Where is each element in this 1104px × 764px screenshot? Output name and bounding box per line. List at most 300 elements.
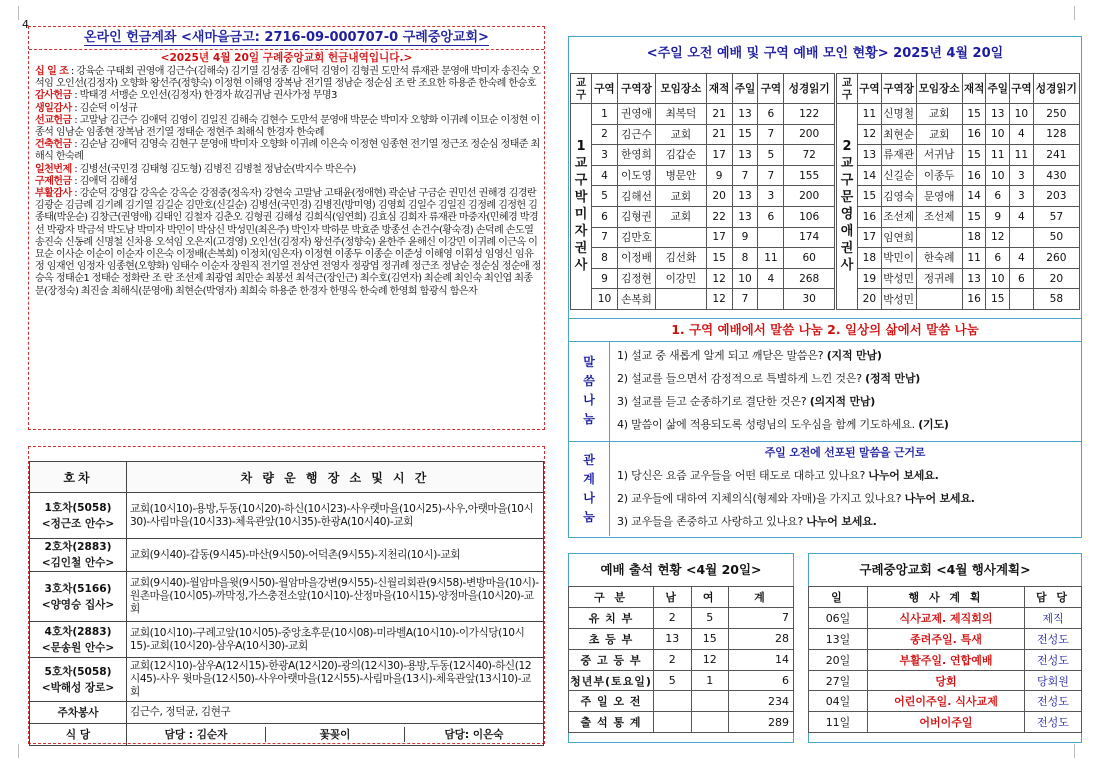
col-header: 재적 [962, 74, 986, 104]
table-cell: 초 등 부 [569, 628, 654, 649]
table-cell: 7 [732, 165, 758, 186]
table-cell: 15 [962, 206, 986, 227]
district-label: 1 교 구 박 미 자 권 사 [571, 104, 592, 310]
table-cell: 11 [962, 248, 986, 269]
bank-account-line: 온라인 헌금계좌 <새마을금고: 2716-09-000707-0 구례중앙교회> [29, 27, 544, 50]
events-title: 구례중앙교회 <4월 행사계획> [859, 562, 1031, 577]
table-cell: 이강민 [656, 268, 707, 289]
crop-mark [4, 6, 19, 20]
table-row [30, 702, 544, 724]
table-row [837, 124, 1080, 145]
offering-section: 구제헌금 : 김애덕 김해성 [35, 175, 138, 187]
table-cell: 8 [592, 248, 618, 269]
table-cell [758, 227, 784, 248]
table-cell: 7 [758, 165, 784, 186]
table-cell: 박민이 [881, 248, 916, 269]
table-cell: 260 [1033, 248, 1079, 269]
table-cell: 3 [1010, 186, 1034, 207]
offering-panel [28, 26, 545, 430]
table-row [569, 670, 794, 691]
table-cell: 155 [784, 165, 835, 186]
bus-car: 1호차(5058) <정근조 안수> [30, 493, 127, 539]
table-cell: 청년부(토요일) [569, 670, 654, 691]
table-row [809, 712, 1082, 733]
table-cell: 241 [1033, 145, 1079, 166]
crop-mark [4, 744, 19, 758]
table-cell: 13 [732, 104, 758, 125]
table-cell: 128 [1033, 124, 1079, 145]
table-cell: 3 [592, 145, 618, 166]
col-header: 교구 [837, 74, 858, 104]
table-cell: 전성도 [1025, 649, 1082, 670]
offering-section: 십 일 조 : 강육순 구태회 권영애 김근수(김해숙) 김기열 김성종 김애덕 김영이 김형권 도만석 류재관 문영애 박미자 송진숙 오석임 오인선(김정자) 오향화 왕선주(정향숙) 이정현 이해영 장복남 전기열 정남순 정순심 조 란 조요한 하용준 한숙례 한승호 [35, 66, 541, 90]
table-cell: 11 [1010, 145, 1034, 166]
table-cell: 60 [784, 248, 835, 269]
col-header: 모임장소 [916, 74, 962, 104]
table-row [569, 691, 794, 712]
table-cell: 57 [1033, 206, 1079, 227]
table-cell: 5 [654, 670, 692, 691]
table-cell: 13 [732, 206, 758, 227]
table-cell: 식사교제. 제직회의 [868, 607, 1025, 628]
question: 2) 설교를 들으면서 감정적으로 특별하게 느낀 것은? (정적 만남) [617, 372, 921, 385]
table-cell: 6 [758, 206, 784, 227]
table-row [837, 248, 1080, 269]
table-cell: 7 [758, 124, 784, 145]
table-cell: 14 [729, 649, 794, 670]
sharing-subtitle: 주일 오전에 선포된 말씀을 근거로 [764, 446, 926, 459]
table-row [837, 186, 1080, 207]
worship-status-panel [568, 36, 1082, 319]
table-row [571, 289, 835, 310]
table-row [809, 691, 1082, 712]
table-cell: 06일 [809, 607, 868, 628]
table-cell: 72 [784, 145, 835, 166]
bus-car: 4호차(2883) <문송원 안수> [30, 622, 127, 658]
table-cell: 10 [986, 268, 1010, 289]
col-header: 구역 [858, 74, 882, 104]
table-cell: 교회 [916, 104, 962, 125]
table-cell: 58 [1033, 289, 1079, 310]
table-cell: 3 [758, 186, 784, 207]
col-header: 구역장 [881, 74, 916, 104]
table-cell: 5 [592, 186, 618, 207]
table-cell: 이도영 [617, 165, 655, 186]
table-cell [656, 227, 707, 248]
col-header: 계 [729, 587, 794, 608]
bus-schedule-panel [28, 446, 545, 744]
table-cell: 268 [784, 268, 835, 289]
table-cell: 15 [706, 248, 732, 269]
table-row [571, 165, 835, 186]
col-header: 재적 [706, 74, 732, 104]
table-cell: 11 [986, 145, 1010, 166]
table-cell: 1 [691, 670, 729, 691]
question: 1) 설교 중 새롭게 알게 되고 깨닫은 말씀은? (지적 만남) [617, 349, 882, 362]
table-cell: 이종두 [916, 165, 962, 186]
table-cell: 교회 [656, 206, 707, 227]
table-row [569, 628, 794, 649]
table-cell: 13 [962, 268, 986, 289]
table-row [571, 248, 835, 269]
table-cell: 430 [1033, 165, 1079, 186]
table-cell: 16 [962, 124, 986, 145]
table-row [30, 658, 544, 702]
table-cell: 10 [592, 289, 618, 310]
table-cell: 주 일 오 전 [569, 691, 654, 712]
table-cell: 정귀례 [916, 268, 962, 289]
table-header [569, 587, 794, 608]
table-cell: 제직 [1025, 607, 1082, 628]
table-row [30, 493, 544, 539]
table-cell: 200 [784, 124, 835, 145]
col-header: 성경읽기 [1033, 74, 1079, 104]
table-cell [656, 289, 707, 310]
table-cell: 9 [706, 165, 732, 186]
table-cell: 12 [858, 124, 882, 145]
table-row [571, 206, 835, 227]
table-header [571, 74, 835, 104]
table-cell: 174 [784, 227, 835, 248]
table-cell: 10 [732, 268, 758, 289]
table-row [30, 724, 544, 746]
table-cell: 20 [858, 289, 882, 310]
flower-label: 꽃꽂이 [266, 727, 405, 742]
table-cell: 조선제 [916, 206, 962, 227]
table-cell: 6 [729, 670, 794, 691]
table-cell: 16 [962, 289, 986, 310]
offering-section: 선교헌금 : 고말남 김근수 김애덕 김영이 김일진 김해숙 김현수 도만석 문영애 박문순 박미자 오향화 이귀례 이묘순 이정현 이종석 임남순 임종현 장복남 전기열 정태순 정현주 최해식 한경자 한숙례 [35, 114, 540, 139]
table-row [837, 268, 1080, 289]
table-cell: 3 [1010, 165, 1034, 186]
table-cell: 11 [858, 104, 882, 125]
offering-list [29, 65, 544, 298]
table-row [809, 670, 1082, 691]
bus-route: 교회(9시40)-갑동(9시45)-마산(9시50)-어덕촌(9시55)-지천리(10시)-교회 [127, 539, 544, 572]
table-cell: 234 [729, 691, 794, 712]
kitchen-row [127, 724, 544, 746]
table-cell [654, 712, 692, 733]
table-cell: 김정현 [617, 268, 655, 289]
table-cell [916, 227, 962, 248]
table-cell: 22 [706, 206, 732, 227]
table-cell: 1 [592, 104, 618, 125]
table-cell: 15 [962, 145, 986, 166]
table-cell: 전성도 [1025, 691, 1082, 712]
col-header: 구역 [592, 74, 618, 104]
offering-date-title: <2025년 4월 20일 구례중앙교회 헌금내역입니다.> [160, 52, 413, 64]
word-sharing-section [569, 341, 1081, 442]
table-cell: 20일 [809, 649, 868, 670]
table-cell: 27일 [809, 670, 868, 691]
table-cell: 류재관 [881, 145, 916, 166]
bus-schedule-table [29, 461, 544, 746]
offering-section: 생일감사 : 김순덕 이성규 [35, 102, 138, 114]
table-cell: 16 [858, 206, 882, 227]
question: 3) 설교를 듣고 순종하기로 결단한 것은? (의지적 만남) [617, 395, 876, 408]
page-number: 4 [22, 18, 29, 31]
col-header: 구역 [1010, 74, 1034, 104]
question: 4) 말씀이 삶에 적용되도록 성령님의 도우심을 함께 기도하세요. (기도) [617, 418, 949, 431]
question: 2) 교우들에 대하여 지체의식(형제와 자매)을 가지고 있나요? 나누어 보세요. [617, 492, 975, 505]
flower-duty: 담당: 이은숙 [444, 729, 504, 741]
table-row [30, 572, 544, 622]
col-header: 남 [654, 587, 692, 608]
question: 3) 교우들을 존중하고 사랑하고 있나요? 나누어 보세요. [617, 515, 877, 528]
col-header: 호차 [30, 462, 127, 493]
sharing-title: 1. 구역 예배에서 말씀 나눔 2. 일상의 삶에서 말씀 나눔 [569, 319, 1081, 342]
table-cell: 당회 [868, 670, 1025, 691]
offering-section: 건축헌금 : 김순남 김애덕 김영숙 김현구 문영애 박미자 오향화 이귀례 이은숙 이정현 임종현 전기열 정근조 정순심 정태준 최해식 한숙례 [35, 139, 540, 163]
section-side-label: 말 씀 나 눔 [569, 341, 610, 441]
attendance-panel [568, 553, 794, 743]
table-row [571, 186, 835, 207]
table-cell: 교회 [916, 124, 962, 145]
table-cell: 11일 [809, 712, 868, 733]
table-cell: 9 [732, 227, 758, 248]
table-cell: 8 [732, 248, 758, 269]
table-cell: 13 [654, 628, 692, 649]
table-cell: 30 [784, 289, 835, 310]
table-header [30, 462, 544, 493]
col-header: 구역장 [617, 74, 655, 104]
table-row [571, 145, 835, 166]
table-cell: 4 [758, 268, 784, 289]
district1-table [570, 73, 835, 310]
table-cell: 출 석 통 계 [569, 712, 654, 733]
table-cell: 9 [592, 268, 618, 289]
table-row [837, 206, 1080, 227]
table-row [837, 165, 1080, 186]
table-cell: 16 [962, 165, 986, 186]
table-row [569, 649, 794, 670]
table-cell: 12 [706, 268, 732, 289]
table-cell: 11 [758, 248, 784, 269]
table-cell: 50 [1033, 227, 1079, 248]
table-row [571, 268, 835, 289]
table-cell: 7 [592, 227, 618, 248]
table-cell: 10 [986, 124, 1010, 145]
col-header: 주일 [986, 74, 1010, 104]
table-cell [1010, 289, 1034, 310]
table-cell: 신명철 [881, 104, 916, 125]
col-header: 주일 [732, 74, 758, 104]
table-row [837, 104, 1080, 125]
bus-car: 2호차(2883) <김인철 안수> [30, 539, 127, 572]
crop-mark [1074, 6, 1089, 20]
table-cell: 박성민 [881, 268, 916, 289]
table-cell: 7 [729, 607, 794, 628]
section-side-label: 관 계 나 눔 [569, 442, 610, 536]
worship-status-title: <주일 오전 예배 및 구역 예배 모인 현황> 2025년 4월 20일 [646, 46, 1004, 61]
table-cell: 13 [986, 104, 1010, 125]
table-cell: 122 [784, 104, 835, 125]
district2-table [836, 73, 1080, 310]
table-cell: 김선화 [656, 248, 707, 269]
table-cell: 13 [858, 145, 882, 166]
table-row [569, 712, 794, 733]
parking-label: 주차봉사 [30, 702, 127, 724]
table-header [837, 74, 1080, 104]
table-row [569, 607, 794, 628]
table-cell: 6 [1010, 268, 1034, 289]
bus-route: 교회(12시10)-삼우A(12시15)-한광A(12시20)-광의(12시30)-용방,두동(12시40)-하신(12시45)-사우 윗마을(12시50)-사우아랫마을(12시55)-사림마을(13시)-체육관앞(13시10)-교회 [127, 658, 544, 702]
question: 1) 당신은 요즘 교우들을 어떤 태도로 대하고 있나요? 나누어 보세요. [617, 469, 939, 482]
table-cell: 28 [729, 628, 794, 649]
table-cell: 어버이주일 [868, 712, 1025, 733]
col-header: 일 [809, 587, 868, 608]
crop-mark [1074, 744, 1089, 758]
table-cell: 병문안 [656, 165, 707, 186]
table-cell: 임연희 [881, 227, 916, 248]
table-row [571, 227, 835, 248]
table-row [837, 289, 1080, 310]
table-cell: 6 [986, 248, 1010, 269]
table-cell: 14 [858, 165, 882, 186]
kitchen-duty: 담당 : 김순자 [127, 727, 266, 742]
table-cell: 13 [732, 145, 758, 166]
table-cell: 4 [1010, 206, 1034, 227]
table-header [809, 587, 1082, 608]
table-cell: 이정배 [617, 248, 655, 269]
table-cell: 13일 [809, 628, 868, 649]
table-cell: 18 [858, 248, 882, 269]
table-cell: 13 [732, 186, 758, 207]
table-row [571, 124, 835, 145]
table-cell: 조선제 [881, 206, 916, 227]
table-row [809, 607, 1082, 628]
table-cell: 12 [691, 649, 729, 670]
table-cell: 106 [784, 206, 835, 227]
table-cell: 203 [1033, 186, 1079, 207]
table-cell: 17 [858, 227, 882, 248]
table-cell: 5 [758, 145, 784, 166]
table-cell: 4 [1010, 248, 1034, 269]
parking-names: 김근수, 정덕균, 김현구 [127, 702, 544, 724]
table-cell: 전성도 [1025, 628, 1082, 649]
bus-route: 교회(10시10)-구례고앞(10시05)-중앙초후문(10시08)-미라벨A(10시10)-이가식당(10시15)-교회(10시20)-삼우A(10시30)-교회 [127, 622, 544, 658]
table-cell: 10 [1010, 104, 1034, 125]
col-header: 담 당 [1025, 587, 1082, 608]
table-cell: 교회 [656, 124, 707, 145]
table-cell: 당회원 [1025, 670, 1082, 691]
table-cell: 김근수 [617, 124, 655, 145]
table-cell: 289 [729, 712, 794, 733]
table-cell: 중 고 등 부 [569, 649, 654, 670]
table-cell: 17 [706, 145, 732, 166]
table-cell: 10 [986, 165, 1010, 186]
table-cell: 2 [654, 649, 692, 670]
table-cell: 6 [986, 186, 1010, 207]
table-cell: 18 [962, 227, 986, 248]
district-label: 2 교 구 문 영 애 권 사 [837, 104, 858, 310]
table-cell [916, 289, 962, 310]
table-cell: 서귀남 [916, 145, 962, 166]
table-cell: 김형권 [617, 206, 655, 227]
table-cell: 15 [858, 186, 882, 207]
col-header: 구 분 [569, 587, 654, 608]
col-header: 교구 [571, 74, 592, 104]
table-cell: 2 [592, 124, 618, 145]
table-cell: 최현순 [881, 124, 916, 145]
table-cell: 9 [986, 206, 1010, 227]
events-table [808, 586, 1082, 733]
table-cell: 7 [732, 289, 758, 310]
table-cell: 21 [706, 104, 732, 125]
table-cell: 04일 [809, 691, 868, 712]
table-cell: 250 [1033, 104, 1079, 125]
table-cell: 4 [1010, 124, 1034, 145]
table-cell: 15 [691, 628, 729, 649]
table-cell: 김영숙 [881, 186, 916, 207]
table-cell: 6 [758, 104, 784, 125]
table-row [809, 628, 1082, 649]
table-cell: 김갑순 [656, 145, 707, 166]
table-cell: 손복희 [617, 289, 655, 310]
table-cell: 한숙례 [916, 248, 962, 269]
table-cell: 5 [691, 607, 729, 628]
table-cell: 문영애 [916, 186, 962, 207]
table-cell [691, 712, 729, 733]
table-cell: 4 [592, 165, 618, 186]
bus-car: 5호차(5058) <박해성 장로> [30, 658, 127, 702]
table-cell: 부활주일. 연합예배 [868, 649, 1025, 670]
kitchen-label: 식 당 [30, 724, 127, 746]
bus-route: 교회(10시10)-용방,두동(10시20)-하신(10시23)-사우렛마을(10시25)-사우,아랫마을(10시30)-사림마을(10시33)-체육관앞(10시35)-한광A(10시40)-교회 [127, 493, 544, 539]
table-cell: 종려주일. 특새 [868, 628, 1025, 649]
table-cell: 15 [962, 104, 986, 125]
table-cell: 한영희 [617, 145, 655, 166]
table-row [30, 622, 544, 658]
table-cell: 19 [858, 268, 882, 289]
relation-sharing-section [569, 442, 1081, 536]
col-header: 구역 [758, 74, 784, 104]
table-cell: 최복덕 [656, 104, 707, 125]
table-cell: 20 [706, 186, 732, 207]
table-row [571, 104, 835, 125]
col-header: 행 사 계 획 [868, 587, 1025, 608]
bus-route: 교회(9시40)-월암마을윗(9시50)-월암마을강변(9시55)-신월리회관(9시58)-변방마을(10시)-원촌마을(10시05)-까막정,가스충전소앞(10시10)-산정마을(10시15)-양정마을(10시20)-교회 [127, 572, 544, 622]
table-cell: 14 [962, 186, 986, 207]
offering-section: 일천번제 : 김병선(국민경 김태형 김도형) 김병진 김병철 정남순(박지수 박은수) [35, 163, 356, 175]
offering-section: 감사헌금 : 박태경 서맹순 오인선(김정자) 한경자 故김귀남 권사가정 무명3 [35, 90, 337, 102]
events-panel [808, 553, 1082, 743]
table-cell: 200 [784, 186, 835, 207]
table-cell [691, 691, 729, 712]
table-cell [1010, 227, 1034, 248]
table-row [837, 145, 1080, 166]
col-header: 차 량 운 행 장 소 및 시 간 [127, 462, 544, 493]
bus-car: 3호차(5166) <양영승 집사> [30, 572, 127, 622]
table-cell: 유 치 부 [569, 607, 654, 628]
offering-section: 부활감사 : 강순덕 강영갑 강옥순 강옥순 강점중(정옥자) 강현숙 고말남 고태윤(정애현) 곽순남 구금순 권민선 권해경 김경란 김광순 김금례 김기례 김기열 김길순 김만호(신길순) 김병선(국민경) 김병진(방미영) 김영희 김일수 김일진 김정례 김정헌 김종태(박운순) 김창근(권영애) 김태인 김철자 김춘오 김형권 김해성 김희식(임연희) 김효심 김희자 류재관 마중자(민혜경 박경선 박광자 박금석 박도남 박미자 박민이 박삼신 박성민(최은주) 박인자 박하문 박효준 방종선 손건수(황숙경) 손덕례 손도열 송진숙 신동례 신명철 신차용 오석임 오은지(고경영) 오인선(김정자) 왕선주(정향숙) 윤한주 윤해신 이강민 이귀례 이근옥 이묘순 이사순 이순이 이순자 이은숙 이정배(손복희) 이정치(임은자) 이정현 이종두 이종순 이준성 이해영 이휘성 임영신 임유정 임재언 임정자 임종현(오향화) 임태수 이순자 장원직 전기열 전상연 전영자 정광엽 정귀례 정근조 정남순 정순심 정순애 정승옥 정태순1 정태순 정화란 조 란 조선제 최광엽 최만순 최봉선 최석근(장인근) 최수호(김연자) 최순례 최인숙 최인엽 최종문(장정숙) 최진술 최해식(문영애) 최현순(박영자) 최희숙 하용준 한경자 한명옥 한숙례 한영희 함광식 함은자 [35, 188, 541, 297]
table-cell: 2 [654, 607, 692, 628]
attendance-title: 예배 출석 현황 <4월 20일> [600, 562, 762, 577]
table-row [30, 539, 544, 572]
word-sharing-panel [568, 318, 1082, 538]
table-cell [758, 289, 784, 310]
table-row [837, 227, 1080, 248]
table-cell: 김해선 [617, 186, 655, 207]
table-row [809, 649, 1082, 670]
table-cell: 권영애 [617, 104, 655, 125]
table-cell: 박성민 [881, 289, 916, 310]
table-cell: 교회 [656, 186, 707, 207]
table-cell: 15 [986, 289, 1010, 310]
table-cell [654, 691, 692, 712]
table-cell: 어린이주일. 식사교제 [868, 691, 1025, 712]
col-header: 성경읽기 [784, 74, 835, 104]
